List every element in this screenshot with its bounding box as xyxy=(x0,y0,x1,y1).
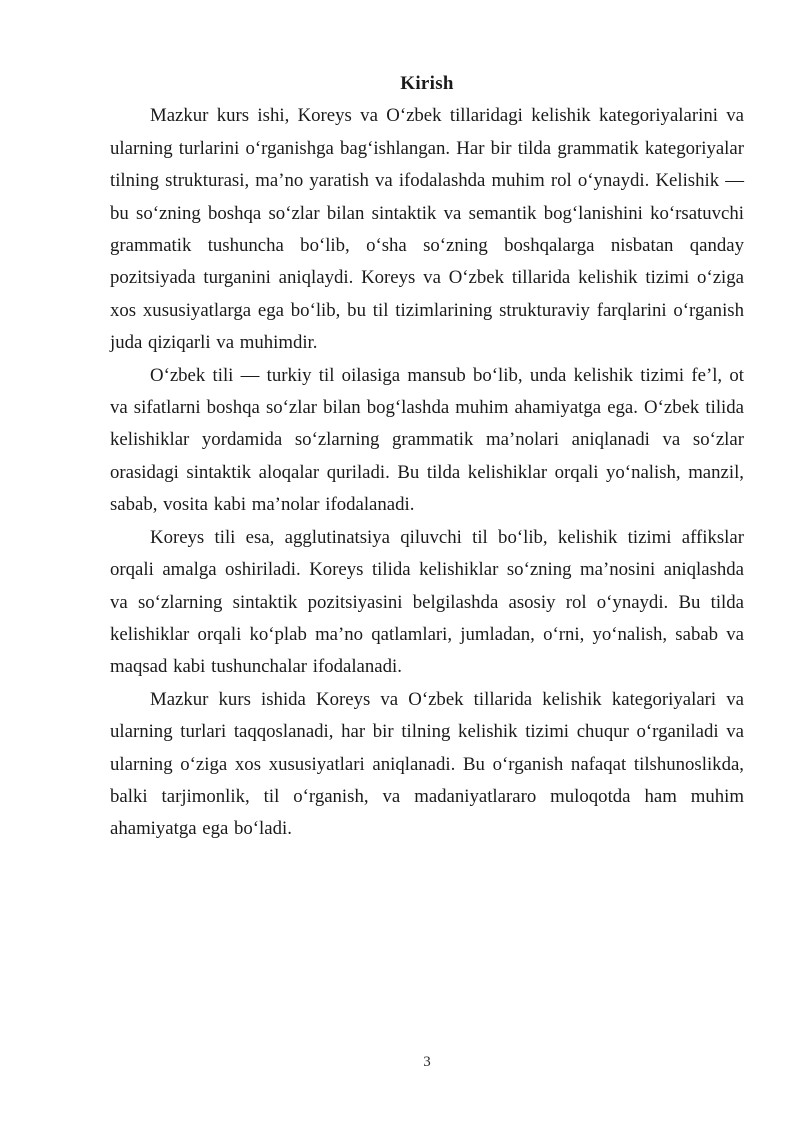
paragraph: Koreys tili esa, agglutinatsiya qiluvchi til bo‘lib, kelishik tizimi affikslar orqali amalga oshiriladi. Koreys tilida kelishiklar so‘zning ma’nosini aniqlashda va so‘zlarning sintaktik pozitsiyasini belgilashda asosiy rol o‘ynaydi. Bu tilda kelishiklar orqali ko‘plab ma’no qatlamlari, jumladan, o‘rni, yo‘nalish, sabab va maqsad kabi tushunchalar ifodalanadi. xyxy=(110,526,744,678)
page-number: 3 xyxy=(423,1054,431,1070)
paragraph: O‘zbek tili — turkiy til oilasiga mansub bo‘lib, unda kelishik tizimi fe’l, ot va sifatlarni boshqa so‘zlar bilan bog‘lashda muhim ahamiyatga ega. O‘zbek tilida kelishiklar yordamida so‘zlarning grammatik ma’nolari aniqlanadi va so‘zlar orasidagi sintaktik aloqalar quriladi. Bu tilda kelishiklar orqali yo‘nalish, manzil, sabab, vosita kabi ma’nolar ifodalanadi. xyxy=(110,364,744,516)
page-title: Kirish xyxy=(400,73,454,94)
document-body xyxy=(110,100,744,845)
paragraph: Mazkur kurs ishida Koreys va O‘zbek tillarida kelishik kategoriyalari va ularning turlari taqqoslanadi, har bir tilning kelishik tizimi chuqur o‘rganiladi va ularning o‘ziga xos xususiyatlari aniqlanadi. Bu o‘rganish nafaqat tilshunoslikda, balki tarjimonlik, til o‘rganish, va madaniyatlararo muloqotda ham muhim ahamiyatga ega bo‘ladi. xyxy=(110,688,744,840)
paragraph: Mazkur kurs ishi, Koreys va O‘zbek tillaridagi kelishik kategoriyalarini va ularning turlarini o‘rganishga bag‘ishlangan. Har bir tilda grammatik kategoriyalar tilning strukturasi, ma’no yaratish va ifodalashda muhim rol o‘ynaydi. Kelishik — bu so‘zning boshqa so‘zlar bilan sintaktik va semantik bog‘lanishini ko‘rsatuvchi grammatik tushuncha bo‘lib, o‘sha so‘zning boshqalarga nisbatan qanday pozitsiyada turganini aniqlaydi. Koreys va O‘zbek tillarida kelishik tizimi o‘ziga xos xususiyatlarga ega bo‘lib, bu til tizimlarining strukturaviy farqlarini o‘rganish juda qiziqarli va muhimdir. xyxy=(110,105,744,354)
